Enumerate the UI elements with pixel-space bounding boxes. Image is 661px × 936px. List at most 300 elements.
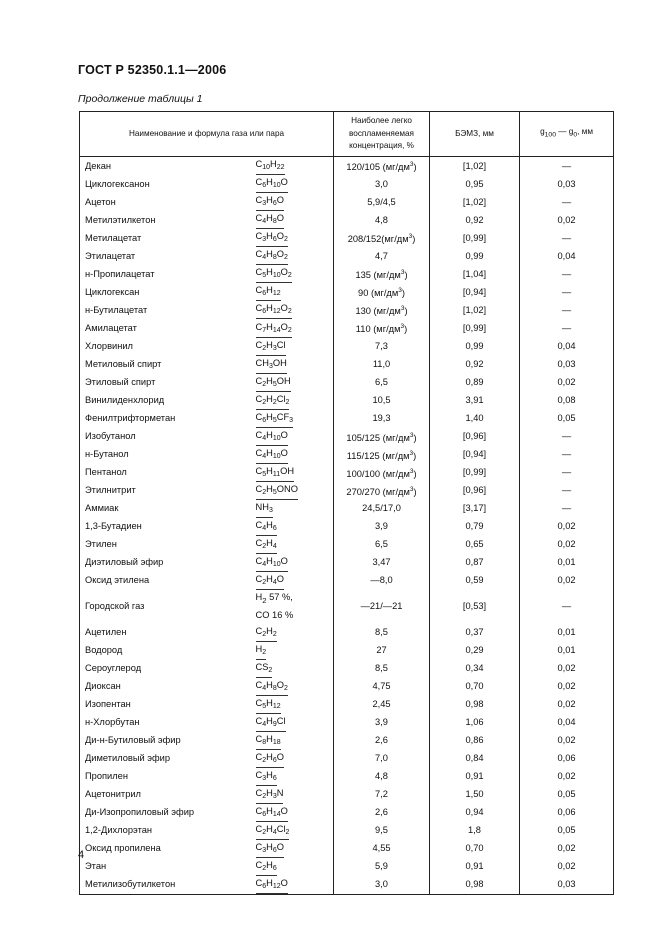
concentration-cell — [334, 175, 430, 193]
formula-part: C — [255, 249, 263, 260]
gas-name: Винилиденхлорид — [85, 395, 165, 406]
bemz-value: 0,87 — [430, 554, 520, 572]
gas-name: Хлорвинил — [85, 341, 133, 352]
formula-part: C — [255, 375, 263, 386]
table-row — [80, 590, 614, 624]
gas-formula-cell — [256, 678, 334, 696]
gap-value: 0,02 — [520, 211, 614, 229]
formula-part: H — [266, 393, 273, 404]
formula-part: C — [255, 841, 263, 852]
table-row — [80, 678, 614, 696]
gas-formula-cell — [256, 786, 334, 804]
gas-formula — [256, 788, 284, 804]
concentration-value: 3,47 — [372, 557, 391, 568]
formula-sub: 2 — [262, 630, 267, 638]
formula-part: OH — [272, 357, 287, 368]
table-row — [80, 518, 614, 536]
gas-name: Аммиак — [85, 503, 119, 514]
concentration-value: 3,9 — [375, 521, 388, 532]
gas-name: Сероуглерод — [85, 663, 142, 674]
gas-formula — [256, 716, 286, 732]
gap-value: 0,06 — [520, 804, 614, 822]
formula-sub: 6 — [272, 236, 277, 244]
bemz-value: 0,91 — [430, 858, 520, 876]
gap-value: 0,01 — [520, 554, 614, 572]
formula-part: 57 %, — [266, 591, 293, 602]
gas-name-cell — [80, 338, 256, 356]
gas-name: Этан — [85, 861, 107, 872]
gas-name-cell — [80, 392, 256, 410]
concentration-cell — [334, 247, 430, 265]
bemz-value: 0,99 — [430, 338, 520, 356]
formula-sub: 8 — [272, 218, 277, 226]
formula-sub: 10 — [272, 560, 281, 568]
bemz-value: [0,99] — [430, 319, 520, 337]
gas-formula — [256, 448, 288, 464]
table-row — [80, 428, 614, 446]
gas-formula — [256, 267, 292, 283]
table-row — [80, 768, 614, 786]
table-header-row — [80, 112, 614, 157]
bemz-value: [1,02] — [430, 193, 520, 211]
gas-formula — [256, 538, 277, 554]
gap-value: 0,04 — [520, 247, 614, 265]
formula-part: H — [266, 823, 273, 834]
gas-name-cell — [80, 642, 256, 660]
formula-part: O — [276, 195, 284, 206]
page-number: 4 — [78, 849, 85, 861]
concentration-value: 24,5/17,0 — [362, 503, 401, 514]
formula-part: H — [266, 483, 273, 494]
gap-value: 0,05 — [520, 822, 614, 840]
formula-sub: 14 — [272, 810, 281, 818]
formula-part: C — [255, 823, 263, 834]
gas-formula-cell — [256, 642, 334, 660]
formula-sub: 6 — [262, 290, 267, 298]
bemz-value: 0,92 — [430, 211, 520, 229]
formula-part: H — [266, 195, 273, 206]
formula-sub: 5 — [262, 702, 267, 710]
formula-part: O — [276, 751, 284, 762]
gas-formula-cell — [256, 283, 334, 301]
bemz-value: [0,96] — [430, 482, 520, 500]
formula-part: C — [255, 715, 263, 726]
formula-sub: 2 — [262, 595, 267, 605]
gas-formula — [256, 574, 284, 590]
table-row — [80, 696, 614, 714]
gas-name: Оксид этилена — [85, 575, 150, 586]
formula-part: C — [255, 303, 263, 314]
gas-name: Ацетилен — [85, 627, 127, 638]
document-title: ГОСТ Р 52350.1.1—2006 — [78, 63, 227, 77]
gas-name: Оксид пропилена — [85, 843, 161, 854]
formula-part: H — [266, 267, 273, 278]
concentration-value: 7,2 — [375, 789, 388, 800]
gas-formula — [256, 195, 284, 211]
concentration-cell — [334, 804, 430, 822]
gap-value: — — [520, 319, 614, 337]
formula-part: H — [266, 375, 273, 386]
gas-formula — [256, 680, 288, 696]
gas-formula — [256, 626, 277, 642]
gas-formula-cell — [256, 572, 334, 590]
formula-part: H — [266, 429, 273, 440]
formula-part: H — [266, 465, 273, 476]
formula-sub: 3 — [262, 200, 267, 208]
table-row — [80, 858, 614, 876]
concentration-cell — [334, 211, 430, 229]
gap-value: — — [520, 500, 614, 518]
gas-formula-cell — [256, 193, 334, 211]
gas-name-cell — [80, 768, 256, 786]
bemz-value: 0,86 — [430, 732, 520, 750]
formula-sub: 2 — [285, 828, 290, 836]
table-row — [80, 536, 614, 554]
formula-part: Cl — [276, 715, 286, 726]
formula-part: Cl — [276, 393, 286, 404]
formula-part: H — [266, 751, 273, 762]
formula-sub: 2 — [262, 648, 267, 656]
formula-sub: 2 — [283, 236, 288, 244]
formula-part: C — [255, 447, 263, 458]
gap-value: 0,02 — [520, 840, 614, 858]
table-row — [80, 392, 614, 410]
bemz-value: 0,98 — [430, 696, 520, 714]
formula-sub: 3 — [262, 236, 267, 244]
gas-formula-cell — [256, 660, 334, 678]
gas-name: н-Бутилацетат — [85, 304, 148, 315]
concentration-value: 27 — [376, 645, 387, 656]
gas-formula-cell — [256, 446, 334, 464]
gas-formula — [256, 520, 277, 536]
formula-sub: 2 — [272, 398, 277, 406]
gas-formula — [256, 698, 281, 714]
formula-part: C — [255, 625, 263, 636]
formula-part: C — [255, 285, 263, 296]
bemz-value: 0,98 — [430, 876, 520, 895]
gas-formula — [256, 556, 288, 572]
concentration-value: 4,55 — [372, 843, 391, 854]
gas-formula-cell — [256, 822, 334, 840]
bemz-value: 0,84 — [430, 750, 520, 768]
gas-name-cell — [80, 536, 256, 554]
formula-part: C — [255, 877, 263, 888]
gas-name-cell — [80, 590, 256, 624]
gas-formula — [256, 322, 292, 338]
formula-sub: 2 — [285, 398, 290, 406]
gas-formula-cell — [256, 428, 334, 446]
concentration-cell — [334, 678, 430, 696]
formula-part: H — [266, 679, 273, 690]
formula-sub: 5 — [262, 272, 267, 280]
gas-formula — [256, 430, 288, 446]
concentration-cell — [334, 193, 430, 211]
formula-sub: 3 — [289, 416, 294, 424]
concentration-cell — [334, 392, 430, 410]
gap-value: 0,04 — [520, 714, 614, 732]
concentration-cell — [334, 624, 430, 642]
formula-sub: 6 — [262, 308, 267, 316]
gap-value: — — [520, 283, 614, 301]
concentration-cell — [334, 157, 430, 176]
formula-sub: 6 — [272, 774, 277, 782]
gap-value: 0,02 — [520, 858, 614, 876]
gap-value: — — [520, 590, 614, 624]
bemz-value: 0,70 — [430, 678, 520, 696]
header-bemz: БЭМЗ, мм — [430, 112, 520, 157]
formula-sub: 4 — [262, 720, 267, 728]
gas-formula-cell — [256, 338, 334, 356]
formula-part: H — [266, 339, 273, 350]
unit-superscript: 3 — [400, 269, 405, 277]
formula-sub: 4 — [262, 684, 267, 692]
gas-name: Ацетонитрил — [85, 789, 141, 800]
table-row — [80, 446, 614, 464]
gas-name: Декан — [85, 160, 112, 171]
gas-name: Ди-Изопропиловый эфир — [85, 807, 195, 818]
gas-name: 1,3-Бутадиен — [85, 521, 142, 532]
gap-value: 0,03 — [520, 876, 614, 895]
gas-formula-cell — [256, 536, 334, 554]
table-row — [80, 876, 614, 895]
formula-part: H — [255, 643, 263, 654]
formula-sub: 2 — [287, 326, 292, 334]
formula-part: H — [270, 159, 277, 170]
gas-formula-cell — [256, 356, 334, 374]
gas-formula — [256, 644, 267, 660]
concentration-value: 11,0 — [372, 359, 391, 370]
gas-formula — [256, 878, 288, 894]
formula-sub: 4 — [272, 578, 277, 586]
formula-sub: 4 — [262, 524, 267, 532]
table-row — [80, 732, 614, 750]
concentration-value: 8,5 — [375, 663, 388, 674]
bemz-value: [0,99] — [430, 229, 520, 247]
bemz-value: [3,17] — [430, 500, 520, 518]
formula-sub: 2 — [283, 254, 288, 262]
gas-formula-cell — [256, 876, 334, 895]
concentration-cell — [334, 301, 430, 319]
gas-name: Метиловый спирт — [85, 359, 162, 370]
gas-name-cell — [80, 410, 256, 428]
gap-value: 0,05 — [520, 410, 614, 428]
formula-part: NH — [255, 501, 269, 512]
gas-name: Водород — [85, 645, 123, 656]
bemz-value: 0,94 — [430, 804, 520, 822]
table-row — [80, 660, 614, 678]
gas-formula-cell — [256, 464, 334, 482]
formula-part: H — [266, 733, 273, 744]
formula-part: H — [266, 537, 273, 548]
formula-part: H — [266, 805, 273, 816]
formula-sub: 8 — [262, 738, 267, 746]
gas-name-cell — [80, 732, 256, 750]
gas-formula — [256, 231, 288, 247]
table-row — [80, 338, 614, 356]
table-row — [80, 642, 614, 660]
formula-sub: 10 — [272, 434, 281, 442]
concentration-value: 7,3 — [375, 341, 388, 352]
bemz-value: 0,29 — [430, 642, 520, 660]
formula-part: H — [266, 715, 273, 726]
concentration-cell — [334, 714, 430, 732]
formula-part: H — [266, 213, 273, 224]
formula-part: CH — [255, 357, 269, 368]
gas-formula — [256, 770, 277, 786]
gas-name-cell — [80, 876, 256, 895]
formula-part: H — [266, 411, 273, 422]
gas-name: Диэтиловый эфир — [85, 557, 164, 568]
formula-sub: 5 — [272, 380, 277, 388]
unit-superscript: 3 — [409, 449, 414, 457]
gas-name-cell — [80, 518, 256, 536]
formula-part: C — [255, 555, 263, 566]
gas-formula — [256, 860, 277, 876]
formula-part: C — [255, 859, 263, 870]
gas-name-cell — [80, 572, 256, 590]
gap-value: — — [520, 301, 614, 319]
gas-formula-cell — [256, 590, 334, 624]
formula-sub: 18 — [272, 738, 281, 746]
formula-part: CF — [276, 411, 290, 422]
gas-name-cell — [80, 446, 256, 464]
formula-sub: 4 — [272, 828, 277, 836]
formula-part: H — [266, 231, 273, 242]
gap-value: — — [520, 193, 614, 211]
gap-value: — — [520, 265, 614, 283]
table-row — [80, 301, 614, 319]
gas-formula-cell — [256, 768, 334, 786]
formula-part: C — [255, 321, 263, 332]
gap-value: — — [520, 464, 614, 482]
gas-formula-cell — [256, 518, 334, 536]
gas-name: Метилэтилкетон — [85, 214, 156, 225]
bemz-value: 0,70 — [430, 840, 520, 858]
table-row — [80, 714, 614, 732]
formula-sub: 2 — [268, 666, 273, 674]
gas-formula-cell — [256, 714, 334, 732]
formula-sub: 10 — [262, 164, 271, 172]
gas-formula — [256, 358, 287, 374]
unit-close: ) — [401, 288, 405, 299]
header-g-sub2: 0 — [573, 131, 578, 139]
bemz-value: 0,34 — [430, 660, 520, 678]
formula-part: H — [266, 303, 273, 314]
gas-name: Пентанол — [85, 467, 127, 478]
bemz-value: 0,91 — [430, 768, 520, 786]
gas-name: Диоксан — [85, 681, 121, 692]
gas-formula-cell — [256, 840, 334, 858]
formula-part: O — [276, 231, 284, 242]
gap-value: 0,08 — [520, 392, 614, 410]
gas-name-cell — [80, 428, 256, 446]
gap-value: 0,02 — [520, 696, 614, 714]
gas-name: Метилизобутилкетон — [85, 879, 176, 890]
formula-part: C — [255, 519, 263, 530]
gas-name-cell — [80, 301, 256, 319]
formula-sub: 10 — [272, 272, 281, 280]
gas-name-cell — [80, 660, 256, 678]
gap-value: 0,03 — [520, 175, 614, 193]
gas-name: 1,2-Дихлорэтан — [85, 825, 153, 836]
gas-name-cell — [80, 624, 256, 642]
gas-formula — [256, 394, 290, 410]
formula-part: H — [266, 285, 273, 296]
concentration-value: —8,0 — [370, 575, 393, 586]
concentration-value: 3,0 — [375, 178, 388, 189]
table-row — [80, 319, 614, 337]
formula-part: C — [255, 733, 263, 744]
bemz-value: [0,96] — [430, 428, 520, 446]
formula-part: C — [255, 195, 263, 206]
bemz-value: 1,8 — [430, 822, 520, 840]
formula-part: H — [266, 787, 273, 798]
concentration-value: 270/270 (мг/дм — [346, 486, 410, 497]
concentration-value: 105/125 (мг/дм — [346, 432, 410, 443]
unit-superscript: 3 — [400, 323, 405, 331]
gas-name: н-Пропилацетат — [85, 268, 155, 279]
unit-close: ) — [404, 324, 408, 335]
header-gap — [520, 112, 614, 157]
gas-formula-cell — [256, 175, 334, 193]
formula-part: H — [255, 591, 263, 602]
formula-part: O — [280, 555, 288, 566]
formula-sub: 2 — [262, 864, 267, 872]
concentration-value: 10,5 — [372, 395, 391, 406]
gas-table — [79, 111, 614, 895]
gas-name-cell — [80, 554, 256, 572]
concentration-value: 4,7 — [375, 250, 388, 261]
formula-part: H — [266, 841, 273, 852]
table-row — [80, 624, 614, 642]
gap-value: — — [520, 446, 614, 464]
gap-value: 0,02 — [520, 518, 614, 536]
gas-name: Этилнитрит — [85, 485, 136, 496]
unit-close: ) — [412, 234, 416, 245]
gas-formula-cell — [256, 319, 334, 337]
concentration-value: 4,75 — [372, 681, 391, 692]
concentration-value: 4,8 — [375, 214, 388, 225]
concentration-value: 130 (мг/дм — [355, 306, 401, 317]
table-row — [80, 804, 614, 822]
header-conc-line3: концентрация, % — [349, 141, 414, 151]
concentration-value: 9,5 — [375, 825, 388, 836]
formula-part: O — [280, 303, 288, 314]
gap-value: 0,03 — [520, 356, 614, 374]
gas-formula — [256, 824, 290, 840]
table-row — [80, 157, 614, 176]
formula-part: H — [266, 249, 273, 260]
gas-formula — [256, 285, 281, 301]
formula-sub: 2 — [287, 272, 292, 280]
gas-name-cell — [80, 750, 256, 768]
concentration-cell — [334, 374, 430, 392]
concentration-value: 3,0 — [375, 879, 388, 890]
formula-part: H — [266, 877, 273, 888]
formula-sub: 8 — [272, 254, 277, 262]
concentration-cell — [334, 446, 430, 464]
gas-formula-cell — [256, 410, 334, 428]
formula-sub: 12 — [272, 702, 281, 710]
gas-name-cell — [80, 678, 256, 696]
header-name: Наименование и формула газа или пара — [80, 112, 334, 157]
concentration-cell — [334, 572, 430, 590]
formula-sub: 2 — [262, 398, 267, 406]
gas-name: Этилацетат — [85, 250, 136, 261]
concentration-value: 6,5 — [375, 539, 388, 550]
gas-name-cell — [80, 500, 256, 518]
formula-part: O — [280, 877, 288, 888]
